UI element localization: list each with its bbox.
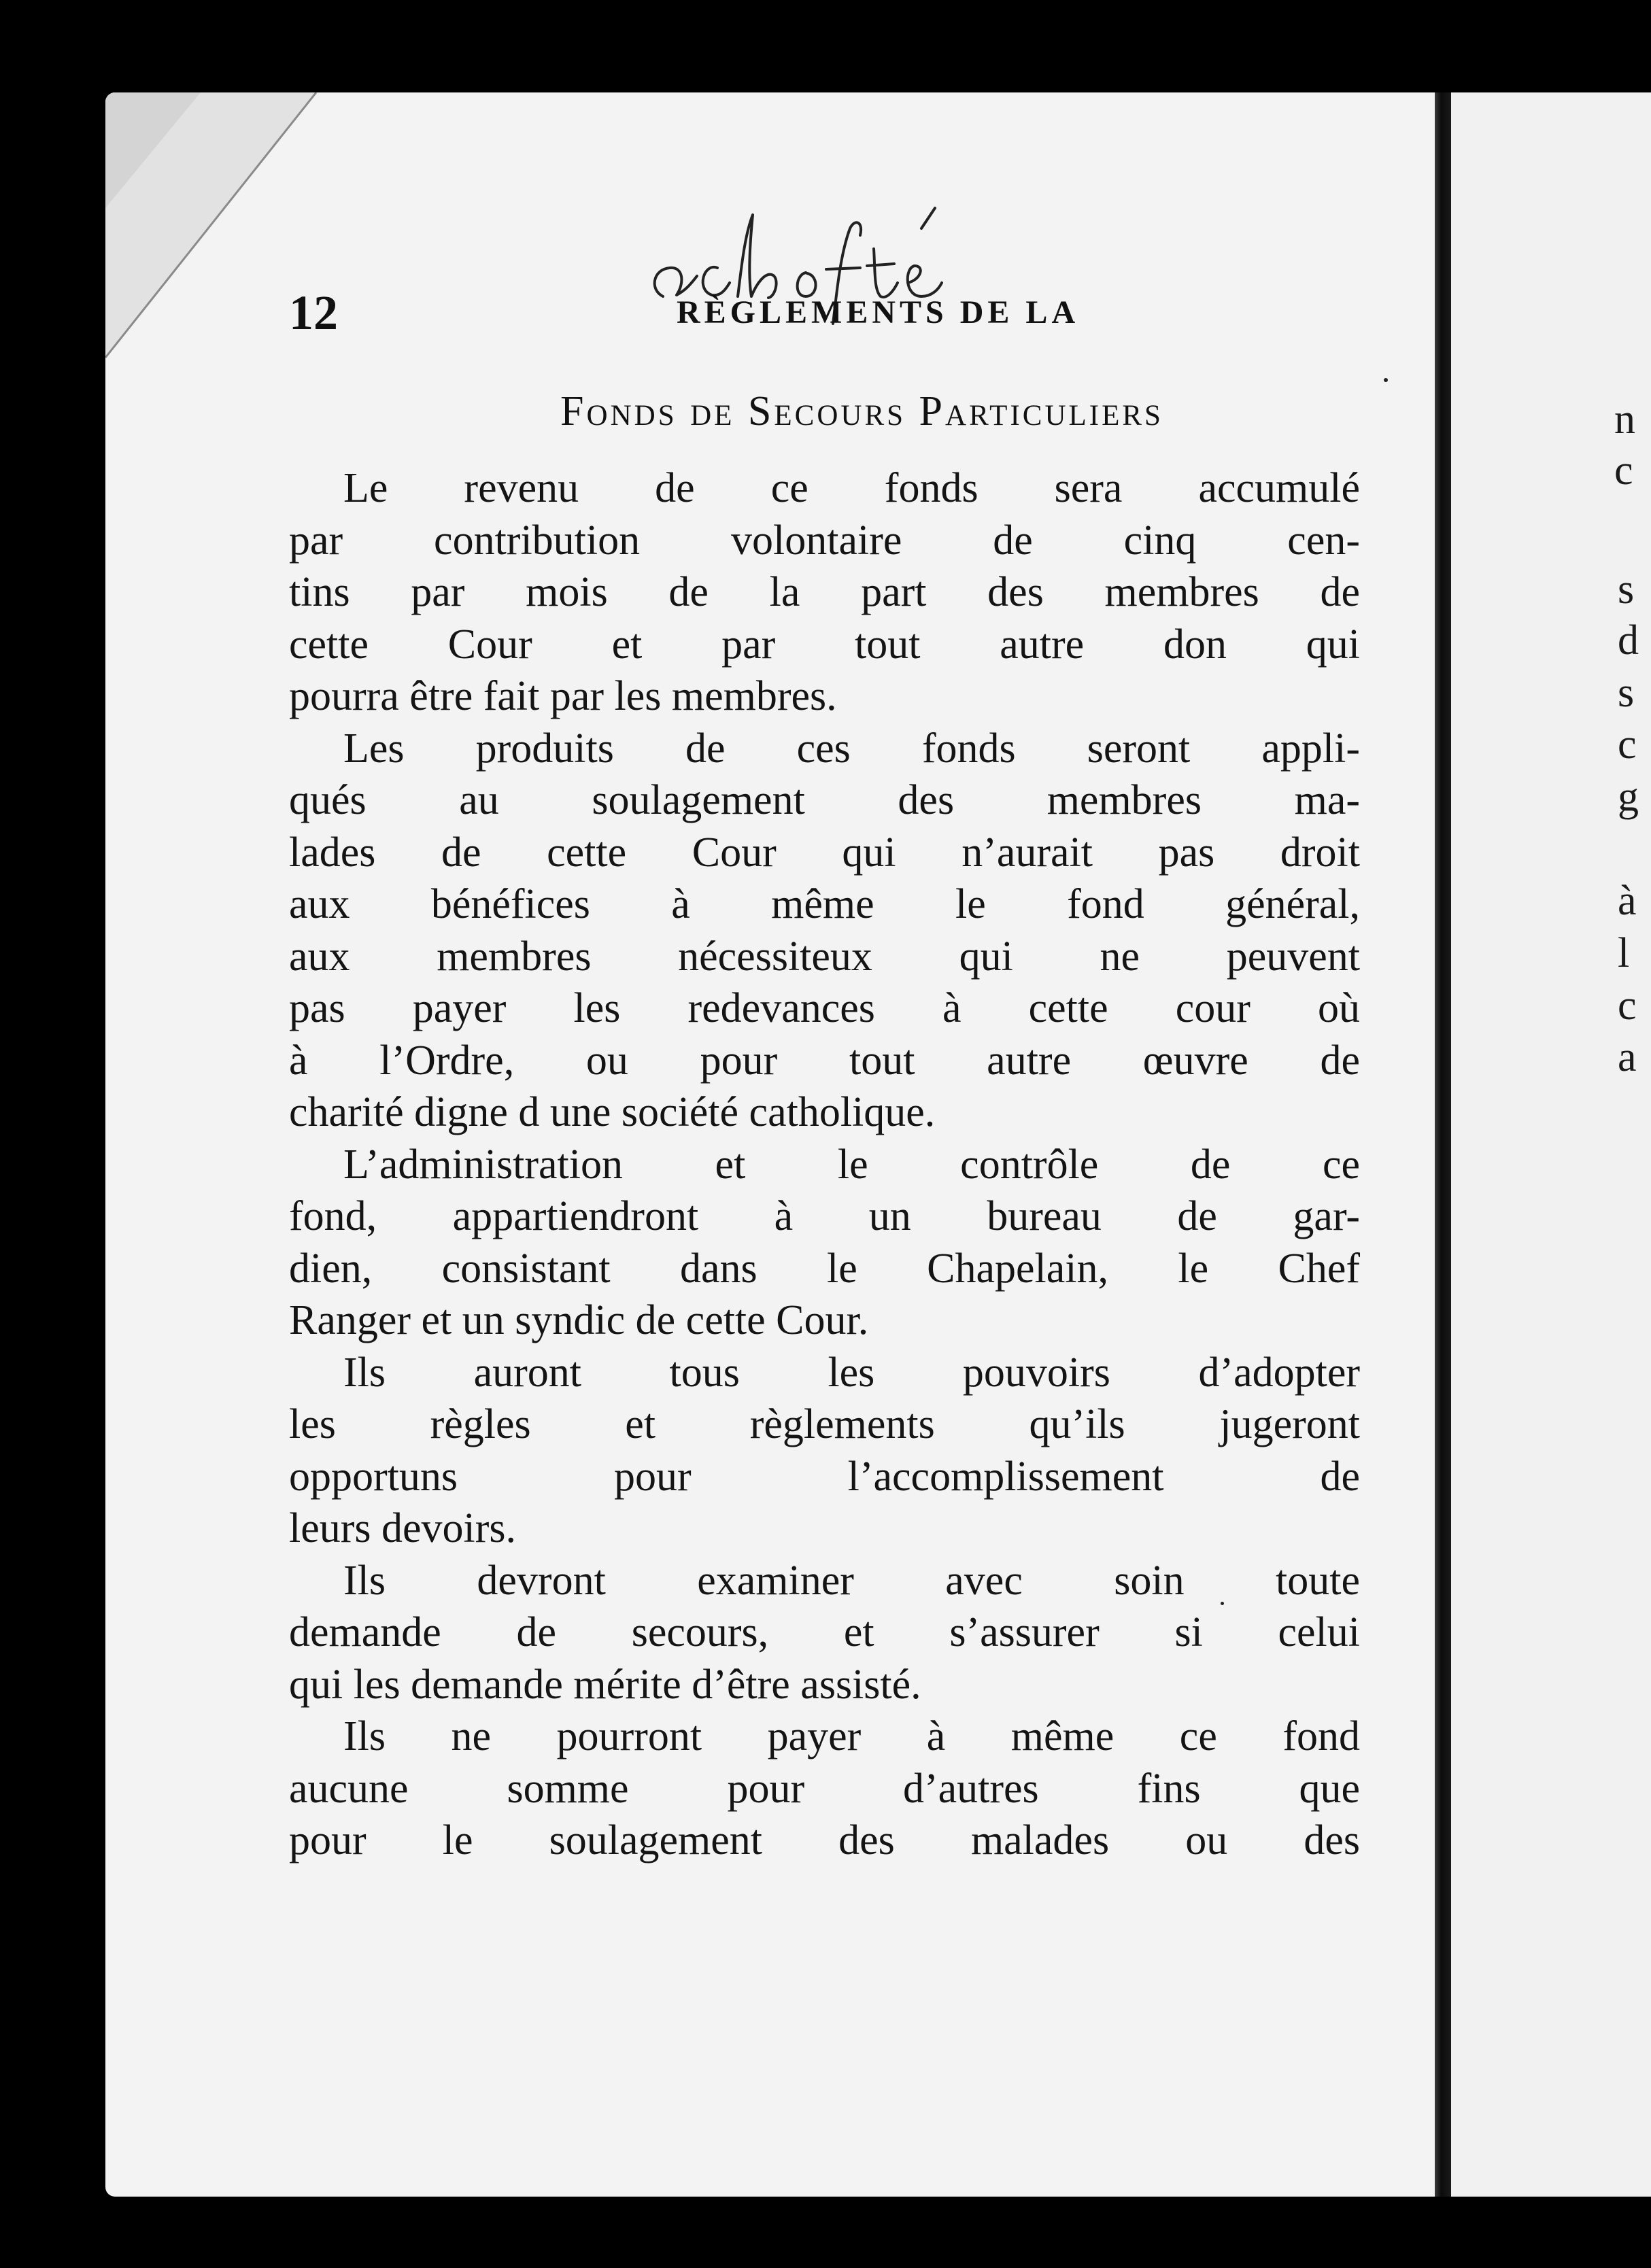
text-line: par contribution volontaire de cinq cen- [289,517,1360,564]
text-line: cette Cour et par tout autre don qui [289,621,1360,668]
text-line: aux bénéfices à même le fond général, [289,881,1360,927]
text-line: les règles et règlements qu’ils jugeront [289,1401,1360,1447]
facing-page-char: a [1618,1034,1637,1080]
text-line: aux membres nécessiteux qui ne peuvent [289,933,1360,980]
text-line: demande de secours, et s’assurer si celui [289,1609,1360,1655]
text-line: Ranger et un syndic de cette Cour. [289,1297,869,1343]
facing-page-char: c [1618,721,1637,768]
facing-page-char: n [1614,396,1635,443]
text-line: Les produits de ces fonds seront appli- [343,725,1360,772]
text-line: leurs devoirs. [289,1505,517,1551]
section-title: Fonds de Secours Particuliers [560,388,1163,434]
running-header-title: RÈGLEMENTS DE LA [677,294,1080,330]
running-header [289,272,1360,354]
facing-page-char: s [1618,566,1635,613]
text-line: charité digne d une société catholique. [289,1089,936,1135]
text-line: pas payer les redevances à cette cour où [289,985,1360,1031]
text-line: aucune somme pour d’autres fins que [289,1765,1360,1812]
text-line: qués au soulagement des membres ma- [289,777,1360,823]
text-line: tins par mois de la part des membres de [289,569,1360,615]
facing-page-char: s [1618,670,1635,716]
text-line: pour le soulagement des malades ou des [289,1817,1360,1863]
text-line: Ils ne pourront payer à même ce fond [343,1713,1360,1759]
text-line: lades de cette Cour qui n’aurait pas droit [289,829,1360,876]
text-line: Le revenu de ce fonds sera accumulé [343,465,1360,511]
text-line: pourra être fait par les membres. [289,673,837,719]
facing-page-char: d [1618,617,1639,664]
text-line: fond, appartiendront à un bureau de gar- [289,1193,1360,1239]
facing-page-char: à [1618,878,1637,924]
text-line: à l’Ordre, ou pour tout autre œuvre de [289,1037,1360,1084]
page-number: 12 [289,286,338,340]
book-gutter [1435,92,1451,2197]
text-line: qui les demande mérite d’être assisté. [289,1661,921,1708]
paper-speck [1384,378,1388,382]
text-line: Ils auront tous les pouvoirs d’adopter [343,1349,1360,1396]
facing-page-char: c [1614,447,1633,494]
text-line: Ils devront examiner avec soin toute [343,1557,1360,1604]
facing-page-char: l [1618,930,1630,976]
text-line: opportuns pour l’accomplissement de [289,1453,1360,1500]
facing-page-char: g [1618,774,1639,820]
text-line: dien, consistant dans le Chapelain, le Chef [289,1245,1360,1292]
facing-page [1451,92,1651,2197]
body-text [289,462,1360,1867]
text-line: L’administration et le contrôle de ce [343,1141,1360,1188]
facing-page-char: c [1618,982,1637,1029]
